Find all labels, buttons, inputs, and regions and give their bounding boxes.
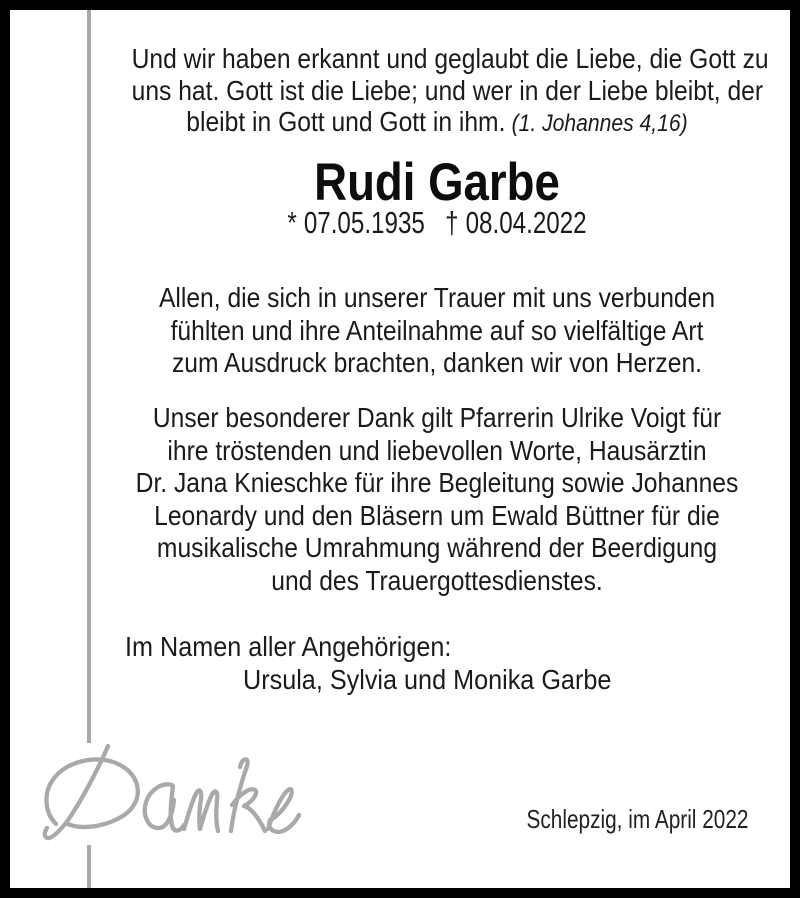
birth-date-group [287,205,424,241]
quote-line-3-text: bleibt in Gott und Gott in ihm. [186,106,506,137]
thanks-line-1: Allen, die sich in unserer Trauer mit uns verbunden [158,282,716,313]
frame-left-border [0,0,10,898]
quote-reference: (1. Johannes 4,16) [511,110,688,137]
thanks-line-3: zum Ausdruck brachten, danken wir von Herzen. [171,347,703,378]
danke-script-watermark [40,738,305,878]
family-names-line: Ursula, Sylvia und Monika Garbe [243,664,612,695]
quote-line-1: Und wir haben erkannt und geglaubt die Liebe, die Gott zu [131,43,769,74]
special-thanks-line-6: und des Trauergottesdienstes. [271,564,603,596]
special-thanks-paragraph [90,402,784,597]
special-thanks-line-2: ihre tröstenden und liebevollen Worte, Hausärztin [167,434,707,466]
special-thanks-line-1: Unser besonderer Dank gilt Pfarrerin Ulrike Voigt für [152,402,722,433]
frame-bottom-border [0,888,800,898]
script-n-stroke [184,790,218,831]
quote-line-3 [132,106,743,140]
bible-quote [90,43,784,140]
script-a-stem-stroke [171,786,184,831]
special-thanks-line-3: Dr. Jana Knieschke für ihre Begleitung sowie Johannes [135,467,739,498]
deceased-name: Rudi Garbe [314,153,560,212]
script-D-loop-stroke [46,759,137,827]
script-e-stroke [268,789,299,832]
birth-symbol: * [287,205,297,240]
place-date-line: Schlepzig, im April 2022 [526,804,748,834]
life-dates [166,205,707,241]
special-thanks-line-4: Leonardy und den Bläsern um Ewald Büttner für die [154,499,720,531]
thanks-line-2: fühlten und ihre Anteilnahme auf so vielfältige Art [170,314,704,346]
quote-line-2: uns hat. Gott ist die Liebe; und wer in der Liebe bleibt, der [131,74,764,106]
closing-in-the-name: Im Namen aller Angehörigen: [125,631,452,662]
death-date-group [445,205,586,241]
birth-date: 07.05.1935 [303,205,425,240]
special-thanks-line-5: musikalische Umrahmung während der Beerdigung [156,532,718,563]
frame-right-border [790,0,800,898]
death-symbol: † [445,205,459,240]
thanks-paragraph [90,282,784,380]
frame-top-border [0,0,800,10]
death-date: 08.04.2022 [465,205,587,240]
